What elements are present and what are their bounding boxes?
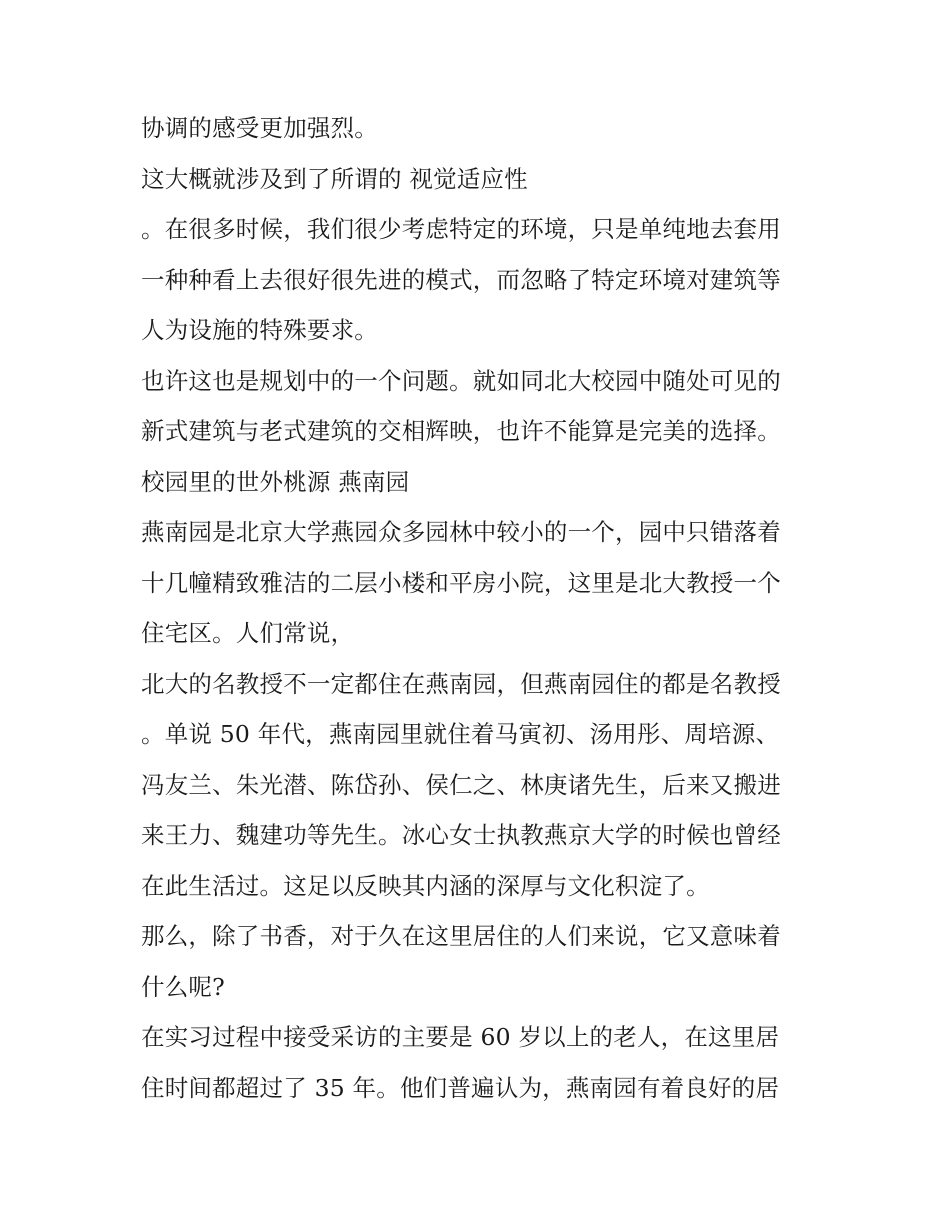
text-line: 十几幢精致雅洁的二层小楼和平房小院，这里是北大教授一个 bbox=[141, 568, 781, 597]
document-body bbox=[141, 103, 821, 1113]
text-line: 。在很多时候，我们很少考虑特定的环境，只是单纯地去套用 bbox=[141, 215, 781, 243]
section-heading: 校园里的世外桃源 燕南园 bbox=[141, 467, 410, 496]
text-line: 来王力、魏建功等先生。冰心女士执教燕京大学的时候也曾经 bbox=[141, 821, 781, 849]
text-line: 住宅区。人们常说， bbox=[141, 619, 355, 647]
text-line: 协调的感受更加强烈。 bbox=[141, 114, 378, 142]
text-line: 北大的名教授不一定都住在燕南园，但燕南园住的都是名教授 bbox=[141, 669, 781, 698]
text-line: 新式建筑与老式建筑的交相辉映，也许不能算是完美的选择。 bbox=[141, 417, 781, 445]
text-line: 一种种看上去很好很先进的模式，而忽略了特定环境对建筑等 bbox=[141, 265, 781, 294]
text-line: 冯友兰、朱光潜、陈岱孙、侯仁之、林庚诸先生，后来又搬进 bbox=[141, 770, 781, 799]
text-line: 也许这也是规划中的一个问题。就如同北大校园中随处可见的 bbox=[141, 366, 781, 395]
text-line: 。单说 50 年代，燕南园里就住着马寅初、汤用彤、周培源、 bbox=[141, 720, 780, 748]
text-line: 燕南园是北京大学燕园众多园林中较小的一个，园中只错落着 bbox=[141, 518, 781, 546]
text-line: 这大概就涉及到了所谓的 视觉适应性 bbox=[141, 164, 528, 193]
text-line: 在实习过程中接受采访的主要是 60 岁以上的老人，在这里居 bbox=[141, 1023, 780, 1051]
text-line: 那么，除了书香，对于久在这里居住的人们来说，它又意味着 bbox=[141, 922, 781, 950]
text-line: 什么呢? bbox=[141, 972, 225, 1001]
text-line: 住时间都超过了 35 年。他们普遍认为，燕南园有着良好的居 bbox=[141, 1073, 780, 1102]
text-line: 人为设施的特殊要求。 bbox=[141, 316, 378, 344]
text-line: 在此生活过。这足以反映其内涵的深厚与文化积淀了。 bbox=[141, 871, 710, 900]
